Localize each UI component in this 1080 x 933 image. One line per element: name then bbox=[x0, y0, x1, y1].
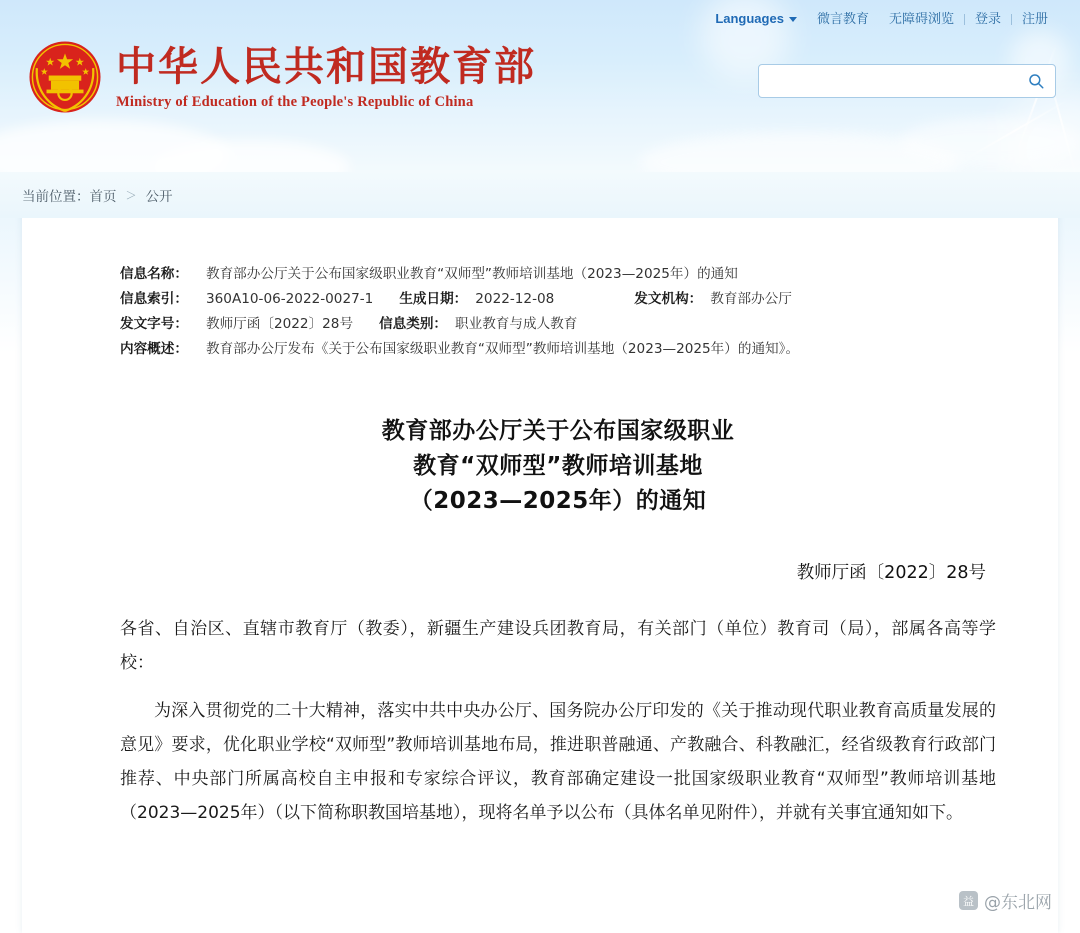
meta-value-created: 2022-12-08 bbox=[475, 291, 555, 307]
breadcrumb-item-open[interactable]: 公开 bbox=[145, 189, 173, 204]
meta-row-index bbox=[120, 287, 996, 312]
document-body bbox=[120, 612, 996, 830]
breadcrumb-prefix: 当前位置： bbox=[22, 189, 90, 204]
site-title-cn: 中华人民共和国教育部 bbox=[116, 44, 536, 90]
site-brand[interactable] bbox=[28, 40, 536, 114]
document-title-line-3: （2023—2025年）的通知 bbox=[409, 488, 707, 514]
document-meta-table bbox=[120, 262, 996, 362]
meta-label-issuer: 发文机构： bbox=[634, 291, 703, 307]
watermark-logo-icon: 益 bbox=[959, 891, 978, 910]
site-header bbox=[0, 0, 1080, 172]
watermark-text: @东北网 bbox=[984, 893, 1052, 913]
meta-row-docnum bbox=[120, 312, 996, 337]
site-title-en: Ministry of Education of the People's Republic of China bbox=[116, 94, 474, 110]
search-input[interactable] bbox=[759, 67, 1017, 95]
breadcrumb-separator: ＞ bbox=[125, 190, 137, 202]
document-number: 教师厅函〔2022〕28号 bbox=[796, 563, 986, 583]
utility-nav bbox=[705, 10, 1058, 28]
search-button[interactable] bbox=[1017, 66, 1055, 96]
breadcrumb-item-home[interactable]: 首页 bbox=[89, 189, 117, 204]
document-paragraph-1: 为深入贯彻党的二十大精神，落实中共中央办公厅、国务院办公厅印发的《关于推动现代职业教育高质量发展的意见》要求，优化职业学校“双师型”教师培训基地布局，推进职普融通、产教融合、科教融汇，经省级教育行政部门推荐、中央部门所属高校自主申报和专家综合评议，教育部确定建设一批国家级职业教育“双师型”教师培训基地（2023—2025年）（以下简称职教国培基地），现将名单予以公布（具体名单见附件），并就有关事宜通知如下。 bbox=[120, 701, 996, 823]
meta-label-category: 信息类别： bbox=[379, 316, 448, 332]
meta-value-docnum: 教师厅函〔2022〕28号 bbox=[206, 316, 354, 332]
meta-value-summary: 教育部办公厅发布《关于公布国家级职业教育“双师型”教师培训基地（2023—2025年）的通知》。 bbox=[206, 341, 800, 357]
nav-item-login[interactable]: 登录 bbox=[974, 11, 1001, 26]
meta-value-name: 教育部办公厅关于公布国家级职业教育“双师型”教师培训基地（2023—2025年）的通知 bbox=[206, 266, 738, 282]
meta-value-index: 360A10-06-2022-0027-1 bbox=[206, 291, 374, 307]
article-card bbox=[22, 210, 1058, 933]
meta-row-name bbox=[120, 262, 996, 287]
meta-label-summary: 内容概述： bbox=[120, 341, 188, 357]
breadcrumb bbox=[0, 172, 1080, 218]
meta-value-issuer: 教育部办公厅 bbox=[710, 291, 792, 307]
document-paragraph-salutation: 各省、自治区、直辖市教育厅（教委），新疆生产建设兵团教育局，有关部门（单位）教育司（局），部属各高等学校： bbox=[120, 619, 996, 673]
meta-label-docnum: 发文字号： bbox=[120, 316, 188, 332]
meta-value-category: 职业教育与成人教育 bbox=[455, 316, 578, 332]
search-box[interactable] bbox=[758, 64, 1056, 98]
document-title-line-1: 教育部办公厅关于公布国家级职业 bbox=[381, 418, 735, 444]
document-title bbox=[120, 414, 996, 519]
nav-item-register[interactable]: 注册 bbox=[1021, 11, 1048, 26]
nav-item-accessibility[interactable]: 无障碍浏览 bbox=[888, 11, 954, 26]
watermark bbox=[959, 888, 1052, 913]
search-icon bbox=[1027, 72, 1045, 90]
national-emblem-icon bbox=[28, 40, 102, 114]
language-switcher[interactable] bbox=[705, 10, 807, 28]
nav-item-weiyan[interactable]: 微言教育 bbox=[816, 11, 869, 26]
language-switcher-label: Languages bbox=[715, 11, 784, 26]
meta-row-summary bbox=[120, 337, 996, 362]
document-title-line-2: 教育“双师型”教师培训基地 bbox=[413, 453, 703, 479]
brand-text bbox=[116, 43, 536, 111]
meta-label-name: 信息名称： bbox=[120, 266, 188, 282]
meta-label-index: 信息索引： bbox=[120, 291, 188, 307]
meta-label-created: 生成日期： bbox=[399, 291, 468, 307]
chevron-down-icon bbox=[789, 17, 797, 22]
